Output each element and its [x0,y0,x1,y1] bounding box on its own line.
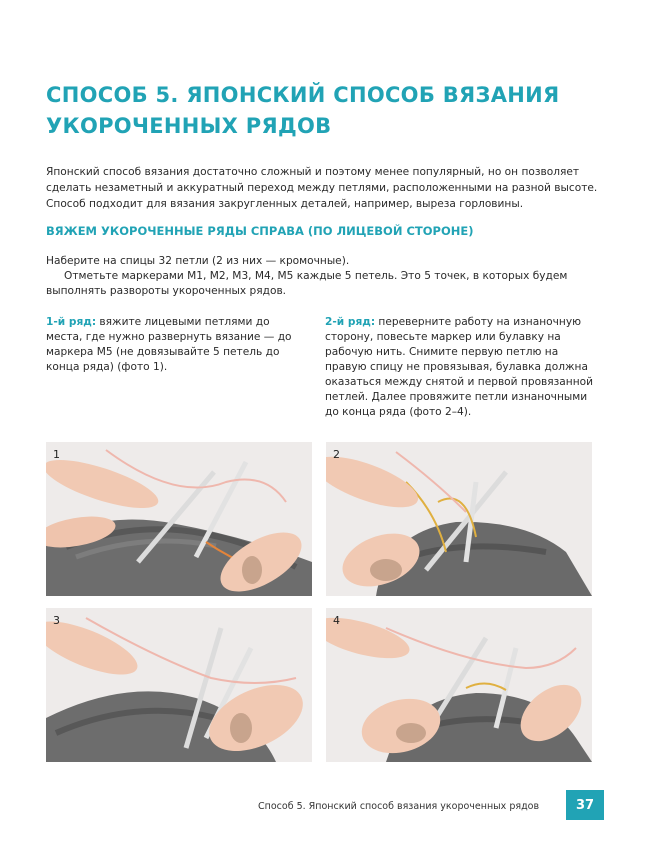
photo-2 [326,442,592,596]
row-2-label: 2-й ряд: [325,316,376,328]
page-title: СПОСОБ 5. ЯПОНСКИЙ СПОСОБ ВЯЗАНИЯ УКОРОЧЕННЫХ РЯДОВ [46,83,560,138]
row-2-instructions [325,315,595,420]
knitting-photo-2-image [326,442,592,596]
knitting-photo-3-image [46,608,312,762]
knitting-photo-1-image [46,442,312,596]
intro-paragraph: Японский способ вязания достаточно сложный и поэтому менее популярный, но он позволяет сделать незаметный и аккуратный переход между петлями, расположенными на разной высоте. Способ подходит для вязания закругленных деталей, например, выреза горловины. [46,166,598,210]
photo-4-number: 4 [333,614,340,627]
photo-3-number: 3 [53,614,60,627]
row-1-label: 1-й ряд: [46,316,97,328]
setup-line-2: Отметьте маркерами М1, М2, М3, М4, М5 каждые 5 петель. Это 5 точек, в которых будем выполнять развороты укороченных рядов. [46,270,568,297]
row-2-text: переверните работу на изнаночную сторону, повесьте маркер или булавку на рабочую нить. Снимите первую петлю на правую спицу не провязывая, булавка должна оказаться между снятой и первой провязанной петлей. Далее провяжите петли изнаночными до конца ряда (фото 2–4). [325,316,594,418]
photo-3 [46,608,312,762]
row-1-instructions [46,315,304,375]
photo-2-number: 2 [333,448,340,461]
footer-chapter-title: Способ 5. Японский способ вязания укороченных рядов [258,801,540,812]
knitting-photo-4-image [326,608,592,762]
setup-instructions [46,254,606,299]
setup-line-1: Наберите на спицы 32 петли (2 из них — кромочные). [46,255,350,267]
page-number-badge: 37 [566,790,604,820]
row-1-text: вяжите лицевыми петлями до места, где нужно развернуть вязание — до маркера М5 (не довязывайте 5 петель до конца ряда) (фото 1). [46,316,292,373]
photo-4 [326,608,592,762]
section-subheading: ВЯЖЕМ УКОРОЧЕННЫЕ РЯДЫ СПРАВА (ПО ЛИЦЕВОЙ СТОРОНЕ) [46,224,474,238]
photo-1-number: 1 [53,448,60,461]
photo-1 [46,442,312,596]
